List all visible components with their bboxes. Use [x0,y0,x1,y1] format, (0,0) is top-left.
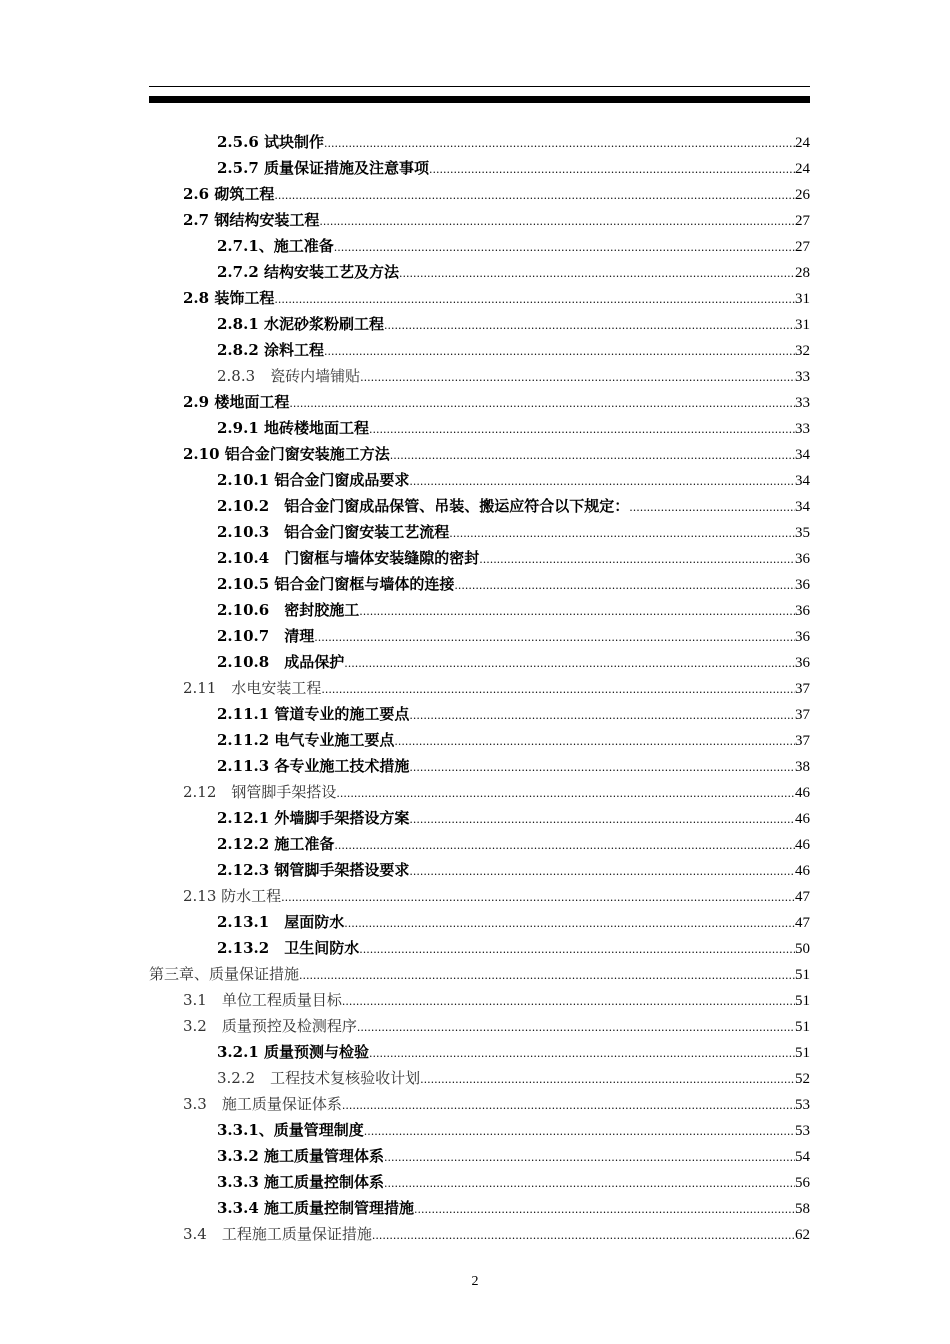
toc-entry-title: 2.10.3 铝合金门窗安装工艺流程 [217,523,450,541]
toc-entry-page: 36 [795,629,810,645]
toc-entry-title: 2.7 钢结构安装工程 [183,211,320,229]
toc-dot-leader [372,1221,795,1249]
toc-entry-title: 3.3.2 施工质量管理体系 [217,1147,384,1165]
toc-entry[interactable] [149,675,810,701]
toc-entry-page: 46 [795,811,810,827]
toc-entry-title: 2.8.2 涂料工程 [217,341,324,359]
toc-entry-page: 35 [795,525,810,541]
toc-dot-leader [369,1039,795,1067]
toc-dot-leader [409,805,795,833]
toc-entry-title: 2.12.1 外墙脚手架搭设方案 [217,809,410,827]
toc-entry[interactable] [149,285,810,311]
toc-entry-page: 37 [795,681,810,697]
toc-entry-title: 2.12 钢管脚手架搭设 [183,783,337,801]
toc-entry-page: 53 [795,1097,810,1113]
toc-entry-title: 2.10.4 门窗框与墙体安装缝隙的密封 [217,549,480,567]
toc-dot-leader [357,1013,795,1041]
toc-entry-title: 2.7.1、施工准备 [217,237,334,255]
toc-dot-leader [399,259,795,287]
toc-entry[interactable] [149,155,810,181]
toc-entry-page: 34 [795,447,810,463]
toc-entry-page: 34 [795,499,810,515]
toc-entry[interactable] [149,909,810,935]
toc-entry[interactable] [149,727,810,753]
toc-entry-page: 51 [795,1019,810,1035]
toc-dot-leader [454,571,795,599]
toc-dot-leader [299,961,795,989]
header-rule-thin [149,86,810,87]
toc-dot-leader [409,467,795,495]
toc-entry[interactable] [149,1091,810,1117]
toc-dot-leader [289,389,795,417]
toc-entry-page: 47 [795,889,810,905]
toc-dot-leader [359,597,795,625]
toc-entry-page: 52 [795,1071,810,1087]
toc-entry-page: 46 [795,837,810,853]
toc-entry-page: 31 [795,291,810,307]
toc-entry[interactable] [149,831,810,857]
toc-entry-title: 3.3.4 施工质量控制管理措施 [217,1199,414,1217]
toc-entry-page: 27 [795,213,810,229]
toc-entry-page: 37 [795,733,810,749]
toc-dot-leader [629,493,795,521]
toc-entry-title: 2.13 防水工程 [183,887,282,905]
toc-dot-leader [334,233,795,261]
toc-entry[interactable] [149,415,810,441]
toc-entry[interactable] [149,519,810,545]
toc-entry[interactable] [149,701,810,727]
toc-entry-title: 2.9.1 地砖楼地面工程 [217,419,369,437]
toc-entry-page: 31 [795,317,810,333]
toc-entry-page: 38 [795,759,810,775]
toc-entry-page: 36 [795,551,810,567]
toc-entry-title: 3.1 单位工程质量目标 [183,991,342,1009]
toc-entry-title: 3.3.1、质量管理制度 [217,1121,364,1139]
toc-dot-leader [344,649,795,677]
toc-entry[interactable] [149,1221,810,1247]
toc-entry[interactable] [149,363,810,389]
toc-entry[interactable] [149,753,810,779]
toc-entry-title: 2.10.1 铝合金门窗成品要求 [217,471,410,489]
toc-entry-page: 32 [795,343,810,359]
toc-entry[interactable] [149,961,810,987]
toc-entry-title: 2.10.7 清理 [217,627,315,645]
toc-entry[interactable] [149,259,810,285]
toc-entry-page: 36 [795,655,810,671]
toc-dot-leader [334,831,795,859]
toc-entry-title: 2.11.1 管道专业的施工要点 [217,705,410,723]
toc-entry[interactable] [149,1039,810,1065]
toc-entry-title: 3.3 施工质量保证体系 [183,1095,342,1113]
toc-entry[interactable] [149,233,810,259]
toc-entry-page: 51 [795,993,810,1009]
toc-dot-leader [369,415,795,443]
toc-dot-leader [359,935,795,963]
toc-entry-page: 24 [795,161,810,177]
toc-entry[interactable] [149,311,810,337]
toc-entry-page: 33 [795,421,810,437]
toc-dot-leader [384,1143,795,1171]
toc-entry[interactable] [149,389,810,415]
toc-entry-title: 3.2.2 工程技术复核验收计划 [217,1069,421,1087]
toc-dot-leader [364,1117,795,1145]
toc-entry[interactable] [149,571,810,597]
toc-entry-title: 2.13.1 屋面防水 [217,913,345,931]
toc-dot-leader [384,311,795,339]
toc-entry-title: 2.7.2 结构安装工艺及方法 [217,263,399,281]
toc-entry[interactable] [149,467,810,493]
toc-entry[interactable] [149,1143,810,1169]
toc-dot-leader [342,987,795,1015]
toc-entry[interactable] [149,883,810,909]
toc-entry-title: 2.11.2 电气专业施工要点 [217,731,395,749]
toc-entry[interactable] [149,1013,810,1039]
toc-entry-title: 2.10.8 成品保护 [217,653,345,671]
toc-dot-leader [390,441,795,469]
toc-entry[interactable] [149,129,810,155]
toc-entry-title: 2.5.6 试块制作 [217,133,324,151]
toc-entry[interactable] [149,649,810,675]
toc-entry-title: 2.11.3 各专业施工技术措施 [217,757,410,775]
toc-dot-leader [321,675,795,703]
toc-dot-leader [409,753,795,781]
toc-entry-title: 第三章、质量保证措施 [149,965,300,983]
toc-entry-page: 33 [795,369,810,385]
toc-entry[interactable] [149,545,810,571]
toc-entry-title: 2.10 铝合金门窗安装施工方法 [183,445,390,463]
toc-entry[interactable] [149,597,810,623]
toc-dot-leader [479,545,795,573]
toc-entry[interactable] [149,935,810,961]
toc-dot-leader [281,883,795,911]
toc-entry-page: 36 [795,603,810,619]
toc-entry[interactable] [149,207,810,233]
toc-dot-leader [449,519,795,547]
toc-dot-leader [319,207,795,235]
toc-dot-leader [409,701,795,729]
toc-entry[interactable] [149,1065,810,1091]
toc-entry[interactable] [149,441,810,467]
toc-entry-title: 2.11 水电安装工程 [183,679,322,697]
toc-dot-leader [420,1065,795,1093]
toc-entry-title: 2.5.7 质量保证措施及注意事项 [217,159,429,177]
toc-entry-title: 2.12.2 施工准备 [217,835,335,853]
toc-entry[interactable] [149,623,810,649]
toc-entry[interactable] [149,779,810,805]
toc-entry-page: 62 [795,1227,810,1243]
toc-entry-title: 2.12.3 钢管脚手架搭设要求 [217,861,410,879]
toc-entry[interactable] [149,1195,810,1221]
toc-entry-title: 2.10.5 铝合金门窗框与墙体的连接 [217,575,455,593]
toc-entry-page: 28 [795,265,810,281]
header-rule-thick [149,96,810,103]
toc-entry-page: 50 [795,941,810,957]
toc-entry-title: 3.3.3 施工质量控制体系 [217,1173,384,1191]
toc-dot-leader [324,129,795,157]
toc-entry[interactable] [149,493,810,519]
toc-entry-title: 2.8 装饰工程 [183,289,275,307]
toc-entry-title: 2.13.2 卫生间防水 [217,939,360,957]
toc-dot-leader [409,857,795,885]
toc-entry-title: 2.8.1 水泥砂浆粉刷工程 [217,315,384,333]
toc-dot-leader [324,337,795,365]
table-of-contents [149,129,810,1247]
toc-entry[interactable] [149,857,810,883]
toc-entry[interactable] [149,337,810,363]
toc-entry-title: 2.9 楼地面工程 [183,393,290,411]
toc-dot-leader [429,155,795,183]
toc-entry-page: 27 [795,239,810,255]
toc-entry-page: 37 [795,707,810,723]
toc-entry-title: 3.2.1 质量预测与检验 [217,1043,369,1061]
toc-entry-page: 51 [795,1045,810,1061]
toc-entry-page: 56 [795,1175,810,1191]
toc-entry-title: 2.6 砌筑工程 [183,185,275,203]
toc-entry[interactable] [149,1117,810,1143]
toc-dot-leader [274,181,795,209]
toc-entry-page: 47 [795,915,810,931]
page-number: 2 [471,1274,479,1289]
toc-entry-title: 2.10.2 铝合金门窗成品保管、吊装、搬运应符合以下规定： [217,497,630,515]
toc-entry-page: 24 [795,135,810,151]
toc-entry-page: 34 [795,473,810,489]
toc-entry[interactable] [149,805,810,831]
toc-dot-leader [336,779,795,807]
toc-entry[interactable] [149,1169,810,1195]
toc-dot-leader [344,909,795,937]
toc-entry[interactable] [149,987,810,1013]
toc-entry-title: 2.8.3 瓷砖内墙铺贴 [217,367,361,385]
toc-dot-leader [360,363,795,391]
toc-entry-page: 53 [795,1123,810,1139]
toc-entry-page: 46 [795,785,810,801]
toc-entry[interactable] [149,181,810,207]
toc-entry-title: 2.10.6 密封胶施工 [217,601,360,619]
toc-entry-page: 46 [795,863,810,879]
toc-entry-title: 3.4 工程施工质量保证措施 [183,1225,372,1243]
toc-entry-page: 33 [795,395,810,411]
toc-dot-leader [274,285,795,313]
toc-entry-page: 36 [795,577,810,593]
toc-dot-leader [394,727,795,755]
toc-dot-leader [314,623,795,651]
toc-entry-page: 54 [795,1149,810,1165]
toc-entry-page: 51 [795,967,810,983]
toc-dot-leader [414,1195,795,1223]
toc-entry-page: 58 [795,1201,810,1217]
toc-dot-leader [384,1169,795,1197]
toc-dot-leader [342,1091,795,1119]
toc-entry-title: 3.2 质量预控及检测程序 [183,1017,357,1035]
toc-entry-page: 26 [795,187,810,203]
